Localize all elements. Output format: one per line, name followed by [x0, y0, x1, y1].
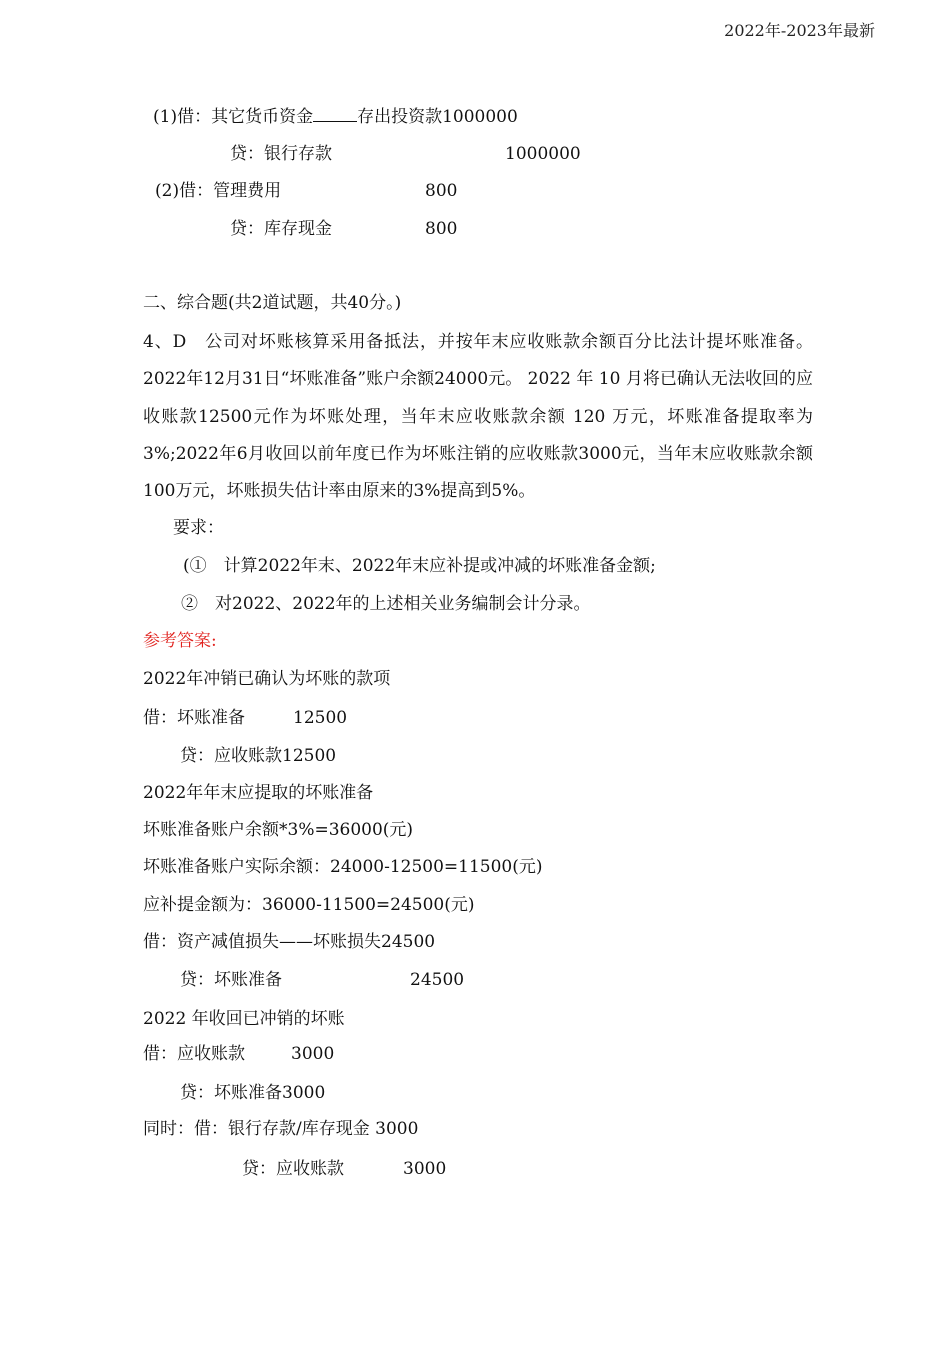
answer-line-6: 坏账准备账户实际余额：24000-12500=11500(元) — [143, 857, 543, 877]
section-title: 二、综合题(共2道试题，共40分。) — [143, 293, 402, 313]
answer-label: 参考答案: — [143, 631, 217, 651]
entry-2-credit-amount: 800 — [425, 219, 458, 239]
entry-1-debit — [153, 105, 518, 128]
answer-line-2-amount: 12500 — [293, 708, 348, 728]
answer-line-2-label: 借：坏账准备 — [143, 708, 245, 728]
entry-2-credit-label: 贷：库存现金 — [230, 219, 332, 239]
answer-line-7: 应补提金额为：36000-11500=24500(元) — [143, 895, 475, 915]
entry-1-prefix: (1)借：其它货币资金 — [153, 107, 314, 127]
answer-line-5: 坏账准备账户余额*3%=36000(元) — [143, 820, 414, 840]
answer-line-9-amount: 24500 — [410, 970, 465, 990]
blank-underline — [313, 105, 357, 122]
entry-2-debit-label: (2)借：管理费用 — [155, 181, 282, 201]
answer-line-12: 贷：坏账准备3000 — [180, 1083, 326, 1103]
answer-line-4: 2022年年末应提取的坏账准备 — [143, 783, 374, 803]
answer-line-14-amount: 3000 — [403, 1159, 447, 1179]
answer-line-13: 同时：借：银行存款/库存现金 3000 — [143, 1119, 419, 1139]
entry-1-credit-amount: 1000000 — [505, 144, 581, 164]
page-header: 2022年-2023年最新 — [724, 21, 875, 40]
answer-line-1: 2022年冲销已确认为坏账的款项 — [143, 669, 391, 689]
question-text: 4、D 公司对坏账核算采用备抵法，并按年末应收账款余额百分比法计提坏账准备。2022年12月31日“坏账准备”账户余额24000元。 2022 年 10 月将已确认无法收回的应收账款12500元作为坏账处理，当年末应收账款余额 120 万元，坏账准备提取率为3%;2022年6月收回以前年度已作为坏账注销的应收账款3000元，当年末应收账款余额100万元，坏账损失估计率由原来的3%提高到5%。 — [143, 332, 813, 502]
entry-1-suffix: 存出投资款1000000 — [357, 107, 518, 127]
requirement-1: (① 计算2022年末、2022年末应补提或冲减的坏账准备金额; — [183, 556, 656, 576]
answer-line-14-label: 贷：应收账款 — [242, 1159, 344, 1179]
answer-line-11-amount: 3000 — [291, 1044, 335, 1064]
requirements-label: 要求： — [173, 518, 224, 538]
answer-line-8: 借：资产减值损失——坏账损失24500 — [143, 932, 436, 952]
answer-line-11-label: 借：应收账款 — [143, 1044, 245, 1064]
answer-line-9-label: 贷：坏账准备 — [180, 970, 282, 990]
answer-line-10: 2022 年收回已冲销的坏账 — [143, 1009, 345, 1029]
entry-1-credit-label: 贷：银行存款 — [230, 144, 332, 164]
entry-2-debit-amount: 800 — [425, 181, 458, 201]
requirement-2: ② 对2022、2022年的上述相关业务编制会计分录。 — [181, 594, 591, 614]
answer-line-3: 贷：应收账款12500 — [180, 746, 337, 766]
